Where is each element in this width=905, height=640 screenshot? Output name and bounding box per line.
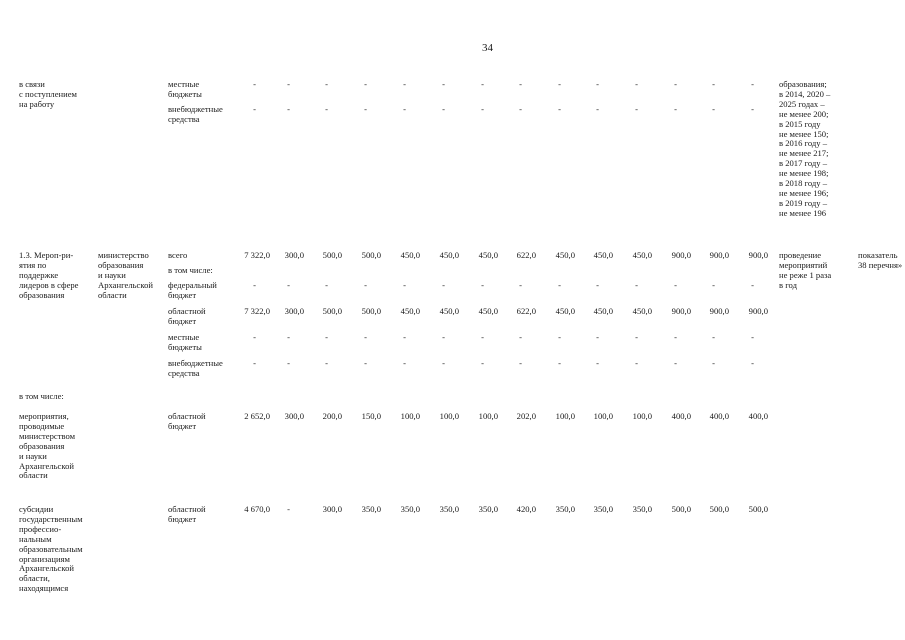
value-cell: - bbox=[519, 358, 522, 368]
value-cell: - bbox=[253, 79, 256, 89]
value-cell: - bbox=[558, 104, 561, 114]
value-cell: - bbox=[635, 332, 638, 342]
funding-source: внебюджетные bbox=[168, 104, 223, 114]
value-cell: 450,0 bbox=[555, 250, 575, 260]
value-cell: - bbox=[596, 79, 599, 89]
value-cell: - bbox=[596, 332, 599, 342]
value-cell: - bbox=[364, 79, 367, 89]
result-indicator: в 2017 году – bbox=[779, 158, 828, 169]
value-cell: - bbox=[712, 104, 715, 114]
value-cell: - bbox=[751, 79, 754, 89]
value-cell: 420,0 bbox=[516, 504, 536, 514]
responsible-executor: области bbox=[98, 289, 127, 300]
value-cell: 500,0 bbox=[361, 306, 381, 316]
including-label: в том числе: bbox=[19, 391, 64, 401]
result-indicator: не менее 196; bbox=[779, 187, 829, 198]
indicator-reference: показатель bbox=[858, 250, 898, 260]
event-name: образовательным bbox=[19, 543, 83, 554]
event-name: области, bbox=[19, 573, 50, 584]
indicator-reference: 38 перечня» bbox=[858, 259, 903, 270]
value-cell: 350,0 bbox=[478, 504, 498, 514]
value-cell: 500,0 bbox=[671, 504, 691, 514]
result-indicator: не менее 196 bbox=[779, 207, 827, 218]
value-cell: - bbox=[442, 332, 445, 342]
event-name: 1.3. Мероп-ри- bbox=[19, 250, 74, 260]
funding-source: федеральный bbox=[168, 280, 217, 290]
value-cell: 450,0 bbox=[593, 250, 613, 260]
expected-result: проведение bbox=[779, 250, 822, 260]
value-cell: - bbox=[674, 79, 677, 89]
event-name: находящимся bbox=[19, 583, 69, 594]
value-cell: - bbox=[442, 79, 445, 89]
event-name: лидеров в сфере bbox=[19, 279, 79, 290]
funding-source: внебюджетные bbox=[168, 358, 223, 368]
value-cell: - bbox=[596, 104, 599, 114]
value-cell: 150,0 bbox=[361, 411, 381, 421]
value-cell: - bbox=[253, 280, 256, 290]
value-cell: 900,0 bbox=[671, 250, 691, 260]
value-cell: - bbox=[635, 358, 638, 368]
value-cell: - bbox=[287, 332, 290, 342]
value-cell: - bbox=[325, 280, 328, 290]
value-cell: - bbox=[364, 104, 367, 114]
value-cell: 4 670,0 bbox=[244, 504, 270, 514]
event-name: поддержке bbox=[19, 269, 59, 280]
value-cell: - bbox=[253, 332, 256, 342]
value-cell: 400,0 bbox=[671, 411, 691, 421]
value-cell: - bbox=[403, 104, 406, 114]
value-cell: 100,0 bbox=[478, 411, 498, 421]
result-indicator: не менее 200; bbox=[779, 108, 829, 119]
value-cell: 450,0 bbox=[632, 306, 652, 316]
responsible-executor: и науки bbox=[98, 269, 126, 280]
result-indicator: образования; bbox=[779, 79, 827, 89]
value-cell: 900,0 bbox=[748, 250, 768, 260]
value-cell: - bbox=[481, 358, 484, 368]
funding-source: областной bbox=[168, 504, 206, 514]
funding-source: в том числе: bbox=[168, 265, 213, 275]
event-name: ятия по bbox=[19, 259, 47, 270]
value-cell: 400,0 bbox=[748, 411, 768, 421]
value-cell: 450,0 bbox=[478, 306, 498, 316]
value-cell: 400,0 bbox=[709, 411, 729, 421]
value-cell: 100,0 bbox=[439, 411, 459, 421]
result-indicator: 2025 годах – bbox=[779, 98, 825, 109]
value-cell: - bbox=[287, 358, 290, 368]
event-name: образования bbox=[19, 289, 65, 300]
value-cell: 900,0 bbox=[671, 306, 691, 316]
result-indicator: не менее 150; bbox=[779, 128, 829, 139]
result-indicator: в 2014, 2020 – bbox=[779, 88, 831, 99]
value-cell: - bbox=[325, 79, 328, 89]
value-cell: - bbox=[287, 504, 290, 514]
value-cell: - bbox=[596, 280, 599, 290]
value-cell: - bbox=[596, 358, 599, 368]
value-cell: 500,0 bbox=[748, 504, 768, 514]
value-cell: - bbox=[325, 358, 328, 368]
value-cell: - bbox=[674, 280, 677, 290]
value-cell: 500,0 bbox=[361, 250, 381, 260]
value-cell: - bbox=[364, 358, 367, 368]
value-cell: 100,0 bbox=[632, 411, 652, 421]
value-cell: 900,0 bbox=[748, 306, 768, 316]
event-name: и науки bbox=[19, 450, 47, 461]
page-number: 34 bbox=[482, 42, 493, 54]
value-cell: - bbox=[325, 104, 328, 114]
value-cell: - bbox=[481, 332, 484, 342]
event-name: Архангельской bbox=[19, 460, 74, 471]
value-cell: - bbox=[674, 104, 677, 114]
value-cell: 450,0 bbox=[400, 250, 420, 260]
value-cell: - bbox=[481, 104, 484, 114]
value-cell: - bbox=[403, 280, 406, 290]
event-name: области bbox=[19, 470, 48, 481]
value-cell: - bbox=[287, 104, 290, 114]
value-cell: - bbox=[481, 79, 484, 89]
value-cell: - bbox=[481, 280, 484, 290]
value-cell: - bbox=[712, 280, 715, 290]
value-cell: - bbox=[442, 104, 445, 114]
value-cell: 2 652,0 bbox=[244, 411, 270, 421]
value-cell: 622,0 bbox=[516, 306, 536, 316]
value-cell: - bbox=[712, 332, 715, 342]
value-cell: - bbox=[253, 104, 256, 114]
event-name: организациям bbox=[19, 553, 70, 564]
expected-result: мероприятий bbox=[779, 259, 828, 270]
value-cell: - bbox=[751, 104, 754, 114]
value-cell: 500,0 bbox=[322, 306, 342, 316]
event-name: с поступлением bbox=[19, 88, 77, 99]
value-cell: 300,0 bbox=[322, 504, 342, 514]
value-cell: - bbox=[751, 332, 754, 342]
funding-source: средства bbox=[168, 113, 200, 124]
value-cell: - bbox=[674, 332, 677, 342]
event-name: образования bbox=[19, 440, 65, 451]
value-cell: - bbox=[558, 280, 561, 290]
value-cell: - bbox=[403, 358, 406, 368]
value-cell: - bbox=[325, 332, 328, 342]
value-cell: 350,0 bbox=[555, 504, 575, 514]
expected-result: не реже 1 раза bbox=[779, 269, 832, 280]
result-indicator: в 2019 году – bbox=[779, 197, 828, 208]
value-cell: 350,0 bbox=[361, 504, 381, 514]
result-indicator: не менее 198; bbox=[779, 168, 829, 179]
value-cell: 100,0 bbox=[555, 411, 575, 421]
value-cell: 200,0 bbox=[322, 411, 342, 421]
value-cell: - bbox=[635, 280, 638, 290]
value-cell: 900,0 bbox=[709, 250, 729, 260]
funding-source: бюджеты bbox=[168, 88, 202, 99]
value-cell: 450,0 bbox=[439, 306, 459, 316]
value-cell: 300,0 bbox=[284, 411, 304, 421]
value-cell: - bbox=[751, 358, 754, 368]
value-cell: 350,0 bbox=[632, 504, 652, 514]
funding-source: областной bbox=[168, 306, 206, 316]
expected-result: в год bbox=[779, 279, 797, 290]
funding-source: бюджет bbox=[168, 420, 197, 431]
funding-source: местные bbox=[168, 79, 200, 89]
value-cell: 450,0 bbox=[593, 306, 613, 316]
value-cell: - bbox=[558, 79, 561, 89]
value-cell: 622,0 bbox=[516, 250, 536, 260]
funding-source: средства bbox=[168, 367, 200, 378]
funding-source: местные bbox=[168, 332, 200, 342]
value-cell: - bbox=[519, 104, 522, 114]
funding-source: бюджеты bbox=[168, 341, 202, 352]
value-cell: - bbox=[442, 358, 445, 368]
event-name: нальным bbox=[19, 533, 52, 544]
event-name: на работу bbox=[19, 98, 55, 109]
event-name: субсидии bbox=[19, 504, 54, 514]
value-cell: 350,0 bbox=[400, 504, 420, 514]
value-cell: - bbox=[519, 332, 522, 342]
funding-source: бюджет bbox=[168, 289, 197, 300]
value-cell: 450,0 bbox=[400, 306, 420, 316]
value-cell: 350,0 bbox=[593, 504, 613, 514]
event-name: государственным bbox=[19, 513, 83, 524]
value-cell: 350,0 bbox=[439, 504, 459, 514]
funding-source: бюджет bbox=[168, 315, 197, 326]
event-name: профессио- bbox=[19, 523, 62, 534]
value-cell: - bbox=[751, 280, 754, 290]
event-name: в связи bbox=[19, 79, 45, 89]
value-cell: - bbox=[635, 104, 638, 114]
value-cell: 202,0 bbox=[516, 411, 536, 421]
value-cell: - bbox=[442, 280, 445, 290]
value-cell: - bbox=[519, 79, 522, 89]
value-cell: 450,0 bbox=[478, 250, 498, 260]
value-cell: 100,0 bbox=[593, 411, 613, 421]
value-cell: - bbox=[674, 358, 677, 368]
value-cell: 500,0 bbox=[709, 504, 729, 514]
responsible-executor: министерство bbox=[98, 250, 149, 260]
value-cell: - bbox=[558, 358, 561, 368]
value-cell: - bbox=[287, 280, 290, 290]
value-cell: - bbox=[403, 79, 406, 89]
value-cell: - bbox=[253, 358, 256, 368]
result-indicator: не менее 217; bbox=[779, 148, 829, 159]
value-cell: - bbox=[712, 358, 715, 368]
value-cell: - bbox=[287, 79, 290, 89]
responsible-executor: образования bbox=[98, 259, 144, 270]
value-cell: - bbox=[712, 79, 715, 89]
value-cell: - bbox=[364, 332, 367, 342]
result-indicator: в 2016 году – bbox=[779, 138, 828, 149]
event-name: министерством bbox=[19, 430, 76, 441]
event-name: Архангельской bbox=[19, 563, 74, 574]
value-cell: 7 322,0 bbox=[244, 250, 270, 260]
value-cell: 900,0 bbox=[709, 306, 729, 316]
value-cell: 7 322,0 bbox=[244, 306, 270, 316]
event-name: проводимые bbox=[19, 420, 65, 431]
value-cell: 500,0 bbox=[322, 250, 342, 260]
value-cell: 300,0 bbox=[284, 306, 304, 316]
value-cell: 100,0 bbox=[400, 411, 420, 421]
value-cell: - bbox=[558, 332, 561, 342]
result-indicator: в 2015 году bbox=[779, 118, 821, 129]
value-cell: - bbox=[519, 280, 522, 290]
event-name: мероприятия, bbox=[19, 411, 69, 421]
result-indicator: в 2018 году – bbox=[779, 178, 828, 188]
value-cell: - bbox=[403, 332, 406, 342]
funding-source: бюджет bbox=[168, 513, 197, 524]
value-cell: - bbox=[364, 280, 367, 290]
value-cell: 450,0 bbox=[555, 306, 575, 316]
value-cell: 450,0 bbox=[439, 250, 459, 260]
value-cell: 450,0 bbox=[632, 250, 652, 260]
funding-source: областной bbox=[168, 411, 206, 421]
value-cell: - bbox=[635, 79, 638, 89]
funding-source: всего bbox=[168, 250, 188, 260]
responsible-executor: Архангельской bbox=[98, 279, 153, 290]
value-cell: 300,0 bbox=[284, 250, 304, 260]
